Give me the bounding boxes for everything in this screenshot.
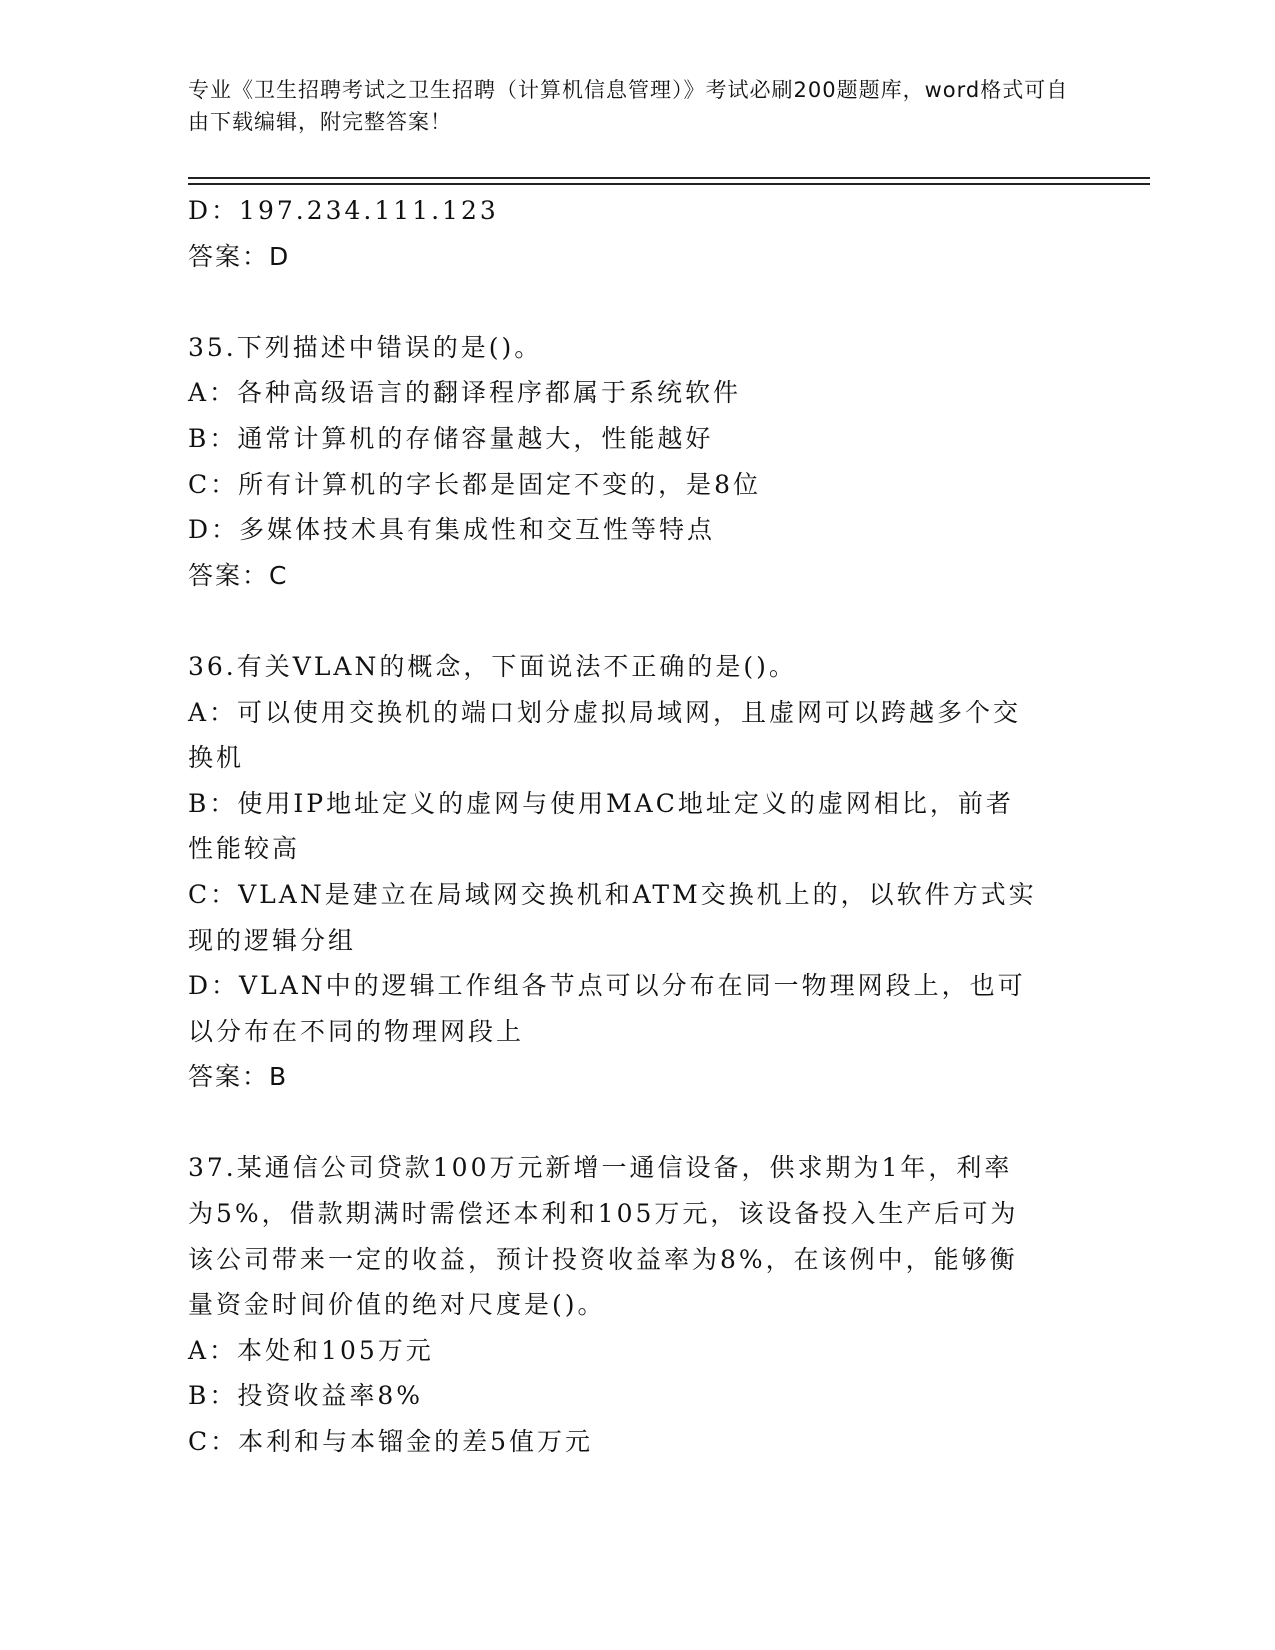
question-stem: 37.某通信公司贷款100万元新增一通信设备，供求期为1年，利率为5%，借款期满时需偿还本利和105万元，该设备投入生产后可为该公司带来一定的收益，预计投资收益率为8%，在该例中，能够衡量资金时间价值的绝对尺度是()。 (188, 1153, 1019, 1320)
question-37 (188, 1145, 1088, 1464)
spacer (188, 279, 1088, 325)
header-title: 专业《卫生招聘考试之卫生招聘（计算机信息管理）》考试必刷200题题库，word格式可自由下载编辑，附完整答案！ (188, 78, 1069, 134)
option-c: C：所有计算机的字长都是固定不变的，是8位 (188, 469, 762, 499)
option-c: C：本利和与本镏金的差5值万元 (188, 1427, 594, 1457)
option-a: A：可以使用交换机的端口划分虚拟局域网，且虚网可以跨越多个交换机 (188, 697, 1022, 773)
spacer (188, 1100, 1088, 1146)
answer-line: 答案：B (188, 1062, 289, 1092)
question-stem: 35.下列描述中错误的是()。 (188, 332, 543, 362)
answer-line: 答案：D (188, 241, 291, 271)
spacer (188, 598, 1088, 644)
option-b: B：通常计算机的存储容量越大，性能越好 (188, 423, 714, 453)
option-d: D：多媒体技术具有集成性和交互性等特点 (188, 515, 716, 545)
question-stem: 36.有关VLAN的概念，下面说法不正确的是()。 (188, 651, 797, 681)
question-36 (188, 644, 1088, 1100)
option-d: D：VLAN中的逻辑工作组各节点可以分布在同一物理网段上，也可以分布在不同的物理网段上 (188, 971, 1026, 1046)
option-b: B：使用IP地址定义的虚网与使用MAC地址定义的虚网相比，前者性能较高 (188, 788, 1014, 864)
option-b: B：投资收益率8% (188, 1381, 424, 1411)
option-d: D：197.234.111.123 (188, 196, 499, 225)
header-divider-bottom (188, 183, 1150, 185)
option-a: A：各种高级语言的翻译程序都属于系统软件 (188, 378, 742, 408)
header-divider-top (188, 177, 1150, 179)
question-35 (188, 325, 1088, 599)
option-a: A：本处和105万元 (188, 1335, 434, 1365)
option-c: C：VLAN是建立在局域网交换机和ATM交换机上的，以软件方式实现的逻辑分组 (188, 879, 1037, 955)
answer-line: 答案：C (188, 560, 289, 590)
question-list (188, 188, 1088, 1465)
question-34-tail (188, 188, 1088, 279)
document-header (188, 74, 1088, 138)
